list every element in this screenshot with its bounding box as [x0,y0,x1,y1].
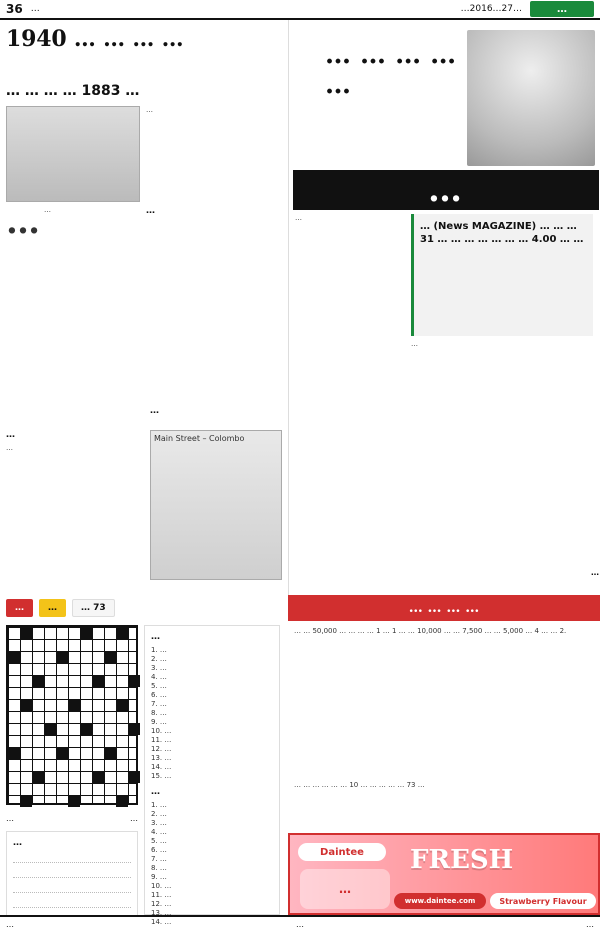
bottom-section [0,595,600,932]
crossword-block [104,747,116,759]
down-clues-header: … [151,632,160,642]
advertisement[interactable] [288,833,600,915]
ad-badge: … [300,869,390,909]
down-clue: 8. … [151,709,167,717]
footer-left: … [6,920,14,929]
crossword-block [68,699,80,711]
crossword-footer-left: … [6,813,14,823]
left-article [0,20,288,595]
down-clues-list [151,646,273,781]
crossword-tag: … [39,599,66,617]
across-clue: 5. … [151,837,167,845]
right-article [288,20,600,595]
crossword-block [116,699,128,711]
down-clue: 15. … [151,772,172,780]
across-clue: 9. … [151,873,167,881]
left-body-block-3: … [6,444,13,452]
across-clue: 2. … [151,810,167,818]
left-minihead-3: … [6,430,15,440]
across-clue: 6. … [151,846,167,854]
crossword-block [80,627,92,639]
crossword-block [32,771,44,783]
right-body-left-col: … [295,214,302,222]
left-headline: 1940 … … … … [6,26,184,52]
across-clue: 8. … [151,864,167,872]
across-clue: 11. … [151,891,172,899]
crossword-block [8,651,20,663]
portrait-image [467,30,595,166]
crossword-block [32,675,44,687]
across-clues-list [151,801,273,927]
crossword-footer [6,809,138,827]
answer-line[interactable] [13,852,131,863]
crossword-clues [144,625,280,926]
down-clue: 3. … [151,664,167,672]
byline: … [591,568,599,577]
ad-flavor: Strawberry Flavour [490,893,596,909]
down-clue: 11. … [151,736,172,744]
top-bar [0,0,600,20]
crossword-header [0,595,282,621]
left-minihead-1: … [146,206,155,216]
crossword-block [104,651,116,663]
across-clue: 14. … [151,918,172,926]
prize-rules: … … … … … … 10 … … … … … 73 … [294,781,425,789]
crossword-brand: … [6,599,33,617]
dropcap: … [6,202,40,242]
name-stamp: … [293,170,599,210]
crossword-block [8,747,20,759]
footer-strip [0,915,600,932]
prize-text: … … 50,000 … … … … 1 … 1 … … 10,000 … … 7,500 … … 5,000 … 4 … … 2. [294,627,567,635]
publication-date: …2016…27… [460,4,522,14]
pull-quote: … (News MAGAZINE) … … … 31 … … … … … … … 4.00 … … [411,214,593,336]
footer-center: … [296,920,304,929]
ad-title: FRESH [410,845,514,875]
rickshaw-image [6,106,140,202]
down-clue: 12. … [151,745,172,753]
down-clue: 5. … [151,682,167,690]
answer-line[interactable] [13,897,131,908]
ad-url[interactable]: www.daintee.com [394,893,486,909]
down-clue: 14. … [151,763,172,771]
crossword-block [80,723,92,735]
crossword-block [128,675,140,687]
across-clue: 7. … [151,855,167,863]
down-clue: 10. … [151,727,172,735]
down-clue: 7. … [151,700,167,708]
left-body-block-1: … [146,106,153,114]
crossword-block [116,795,128,807]
crossword-block [20,795,32,807]
right-body-right-col: … [411,340,418,348]
across-clue: 13. … [151,909,172,917]
across-clue: 10. … [151,882,172,890]
across-clue: 1. … [151,801,167,809]
across-clue: 12. … [151,900,172,908]
brand-badge: … [530,1,594,17]
left-minihead-2: … [150,406,159,416]
street-caption: Main Street – Colombo [154,434,245,443]
ad-brand: Daintee [298,843,386,861]
across-clue: 3. … [151,819,167,827]
crossword-block [92,675,104,687]
answer-entry-header: … [13,838,22,848]
crossword-block [44,723,56,735]
down-clue: 2. … [151,655,167,663]
down-clue: 13. … [151,754,172,762]
down-clue: 1. … [151,646,167,654]
crossword-block [56,651,68,663]
crossword-block [56,747,68,759]
answer-entry-box[interactable] [6,831,138,917]
prize-header: … … … … [288,595,600,621]
crossword-block [116,627,128,639]
street-image [150,430,282,580]
crossword-block [128,723,140,735]
across-clue: 4. … [151,828,167,836]
crossword-block [68,795,80,807]
answer-line[interactable] [13,882,131,893]
crossword-grid[interactable] [6,625,138,805]
section-label: … [30,4,40,14]
down-clue: 9. … [151,718,167,726]
crossword-footer-right: … [130,813,138,823]
crossword-block [20,627,32,639]
down-clue: 4. … [151,673,167,681]
crossword-block [20,699,32,711]
left-body-block-2: … … [6,202,51,242]
left-subheadline: … … … … 1883 … [6,83,140,99]
right-title: … … … … … [325,40,457,100]
answer-line[interactable] [13,867,131,878]
across-clues-header: … [151,787,160,797]
page-number: 36 [6,2,23,16]
crossword-block [92,771,104,783]
down-clue: 6. … [151,691,167,699]
crossword-issue: … 73 [72,599,115,617]
footer-right: … [586,920,594,929]
crossword-block [128,771,140,783]
